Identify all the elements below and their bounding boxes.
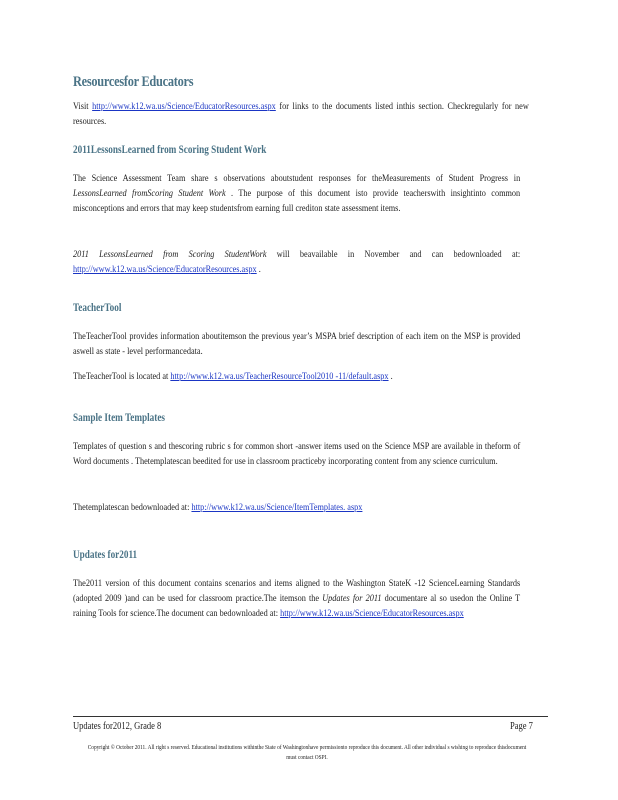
sample-item-templates-heading: Sample Item Templates — [73, 412, 165, 424]
intro-paragraph — [73, 99, 529, 129]
teacher-tool-end: . — [388, 371, 393, 382]
lessons-download-link[interactable]: http://www.k12.wa.us/Science/EducatorResources.aspx — [73, 264, 257, 275]
intro-text-before: Visit — [73, 101, 93, 112]
lessons-text-a: The Science Assessment Team share s observations aboutstudent responses for theMeasurements of Student Progress in — [73, 173, 521, 184]
page-title: Resourcesfor Educators — [73, 74, 194, 90]
lessons-learned-heading: 2011LessonsLearned from Scoring Student Work — [73, 144, 267, 156]
updates-italic: Updates for 2011 — [322, 593, 382, 604]
updates-text-b: documentare al so usedon the Online T raining Tools for science.The document can bedownloaded at: — [73, 593, 521, 619]
templates-paragraph-1: Templates of question s and thescoring rubric s for common short -answer items used on the Science MSP are available in theform of Word documents . Thetemplatescan beedited for use in classroom practiceby incorporating content from any science curriculum. — [73, 441, 521, 467]
templates-download-text: Thetemplatescan bedownloaded at: — [73, 502, 192, 513]
lessons-learned-paragraph-1 — [73, 171, 520, 216]
templates-paragraph-2 — [73, 500, 529, 515]
item-templates-link[interactable]: http://www.k12.wa.us/Science/ItemTemplates. aspx — [191, 502, 363, 513]
teacher-tool-paragraph-1: TheTeacherTool provides information aboutitemson the previous year’s MSPA brief description of each item on the MSP is provided aswell as state - level performancedata. — [73, 331, 521, 357]
teacher-tool-link[interactable]: http://www.k12.wa.us/TeacherResourceTool2010 -11/default.aspx — [170, 371, 389, 382]
copyright-notice: Copyright © October 2011. All right s reserved. Educational institutions withinthe State of Washingtonhave permissionto reproduce this document. All other individual s wishing to reproduce thisdocument must contact OSPI. — [87, 744, 527, 761]
updates-heading: Updates for2011 — [73, 549, 138, 561]
updates-download-link[interactable]: http://www.k12.wa.us/Science/EducatorResources.aspx — [280, 608, 464, 619]
updates-text-a: The2011 version of this document contains scenarios and items aligned to the Washington StateK -12 ScienceLearning Standards (adopted 2009 )and can be used for classroom practice.The itemson the — [73, 578, 521, 604]
teacher-tool-located-text: TheTeacherTool is located at — [73, 371, 171, 382]
footer-divider — [73, 716, 548, 717]
teacher-tool-paragraph-2 — [73, 369, 529, 384]
lessons-2011-italic: 2011 LessonsLearned from Scoring StudentWork — [73, 249, 267, 260]
intro-text-after: for links to the documents listed inthis section. Checkregularly for new resources. — [73, 101, 529, 127]
lessons-title-italic: LessonsLearned fromScoring Student Work — [73, 188, 226, 199]
lessons-p2-end: . — [256, 264, 261, 275]
teacher-tool-heading: TeacherTool — [73, 302, 122, 314]
lessons-p2-text: will beavailable in November and can bedownloaded at: — [266, 249, 521, 260]
footer-document-title: Updates for2012, Grade 8 — [73, 721, 162, 732]
educator-resources-link[interactable]: http://www.k12.wa.us/Science/EducatorResources.aspx — [92, 101, 276, 112]
lessons-learned-paragraph-2 — [73, 247, 520, 277]
lessons-text-b: . The purpose of this document isto provide teacherswith insightinto common misconceptions and errors that may keep studentsfrom earning full crediton state assessment items. — [73, 188, 521, 214]
updates-paragraph — [73, 576, 520, 621]
footer-page-number: Page 7 — [510, 721, 533, 732]
